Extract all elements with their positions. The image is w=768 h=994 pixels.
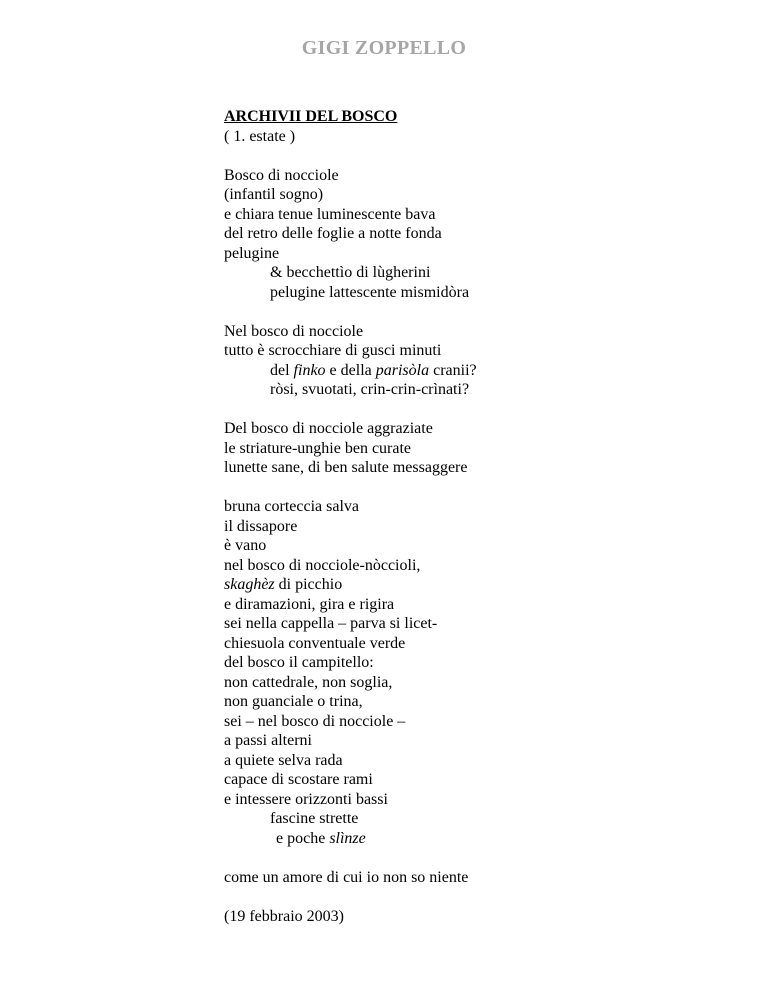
italic-word: parisòla bbox=[375, 361, 430, 379]
verse-line bbox=[224, 575, 744, 595]
verse-line: del bosco il campitello: bbox=[224, 654, 374, 671]
italic-word: finko bbox=[293, 361, 326, 379]
poem-date: (19 febbraio 2003) bbox=[224, 907, 344, 925]
verse-line: pelugine lattescente mismidòra bbox=[270, 283, 470, 301]
verse-text: del bbox=[270, 361, 294, 379]
verse-line: le striature-unghie ben curate bbox=[224, 439, 412, 457]
verse-line: chiesuola conventuale verde bbox=[224, 634, 406, 652]
verse-text: e della bbox=[325, 361, 376, 379]
verse-line: Del bosco di nocciole aggraziate bbox=[224, 420, 433, 437]
verse-line: capace di scostare rami bbox=[224, 771, 373, 788]
verse-line: e chiara tenue luminescente bava bbox=[224, 205, 436, 223]
verse-text: di picchio bbox=[274, 576, 343, 593]
stanza-3 bbox=[224, 419, 744, 478]
stanza-gap bbox=[224, 848, 744, 868]
verse-line: bruna corteccia salva bbox=[224, 498, 360, 515]
verse-line: lunette sane, di ben salute messaggere bbox=[224, 459, 468, 476]
verse-line: il dissapore bbox=[224, 517, 298, 535]
verse-line: & becchettìo di lùgherini bbox=[270, 264, 431, 281]
stanza-gap bbox=[224, 146, 744, 166]
verse-line: (infantil sogno) bbox=[224, 186, 324, 203]
italic-word: slìnze bbox=[329, 829, 366, 847]
verse-line: non cattedrale, non soglia, bbox=[224, 673, 393, 691]
poem-body bbox=[224, 107, 744, 926]
italic-word: skaghèz bbox=[224, 576, 275, 593]
stanza-gap bbox=[224, 400, 744, 420]
poem-subtitle: ( 1. estate ) bbox=[224, 127, 296, 145]
verse-line: Bosco di nocciole bbox=[224, 166, 339, 184]
stanza-gap bbox=[224, 887, 744, 907]
author-header: GIGI ZOPPELLO bbox=[301, 37, 467, 59]
verse-line: a quiete selva rada bbox=[224, 751, 343, 769]
verse-line bbox=[224, 361, 744, 381]
verse-line: sei nella cappella – parva si licet- bbox=[224, 615, 438, 632]
verse-line: pelugine bbox=[224, 244, 280, 262]
verse-text: cranii? bbox=[429, 361, 477, 379]
verse-line: è vano bbox=[224, 537, 267, 554]
verse-line: ròsi, svuotati, crin-crin-crìnati? bbox=[270, 381, 470, 398]
stanza-2 bbox=[224, 322, 744, 400]
verse-line: nel bosco di nocciole-nòccioli, bbox=[224, 556, 421, 574]
closing-line: come un amore di cui io non so niente bbox=[224, 868, 469, 886]
verse-line: del retro delle foglie a notte fonda bbox=[224, 225, 442, 242]
stanza-gap bbox=[224, 478, 744, 498]
verse-line: tutto è scrocchiare di gusci minuti bbox=[224, 342, 442, 359]
stanza-1 bbox=[224, 166, 744, 303]
verse-line: Nel bosco di nocciole bbox=[224, 322, 364, 340]
verse-line: e intessere orizzonti bassi bbox=[224, 790, 388, 808]
verse-line: sei – nel bosco di nocciole – bbox=[224, 712, 406, 730]
verse-text: e poche bbox=[276, 829, 330, 847]
verse-line: fascine strette bbox=[270, 810, 359, 827]
verse-line bbox=[224, 829, 744, 849]
verse-line: a passi alterni bbox=[224, 732, 312, 749]
stanza-4 bbox=[224, 497, 744, 848]
stanza-gap bbox=[224, 302, 744, 322]
verse-line: e diramazioni, gira e rigira bbox=[224, 595, 395, 613]
poem-title: ARCHIVII DEL BOSCO bbox=[224, 108, 398, 125]
verse-line: non guanciale o trina, bbox=[224, 693, 363, 710]
